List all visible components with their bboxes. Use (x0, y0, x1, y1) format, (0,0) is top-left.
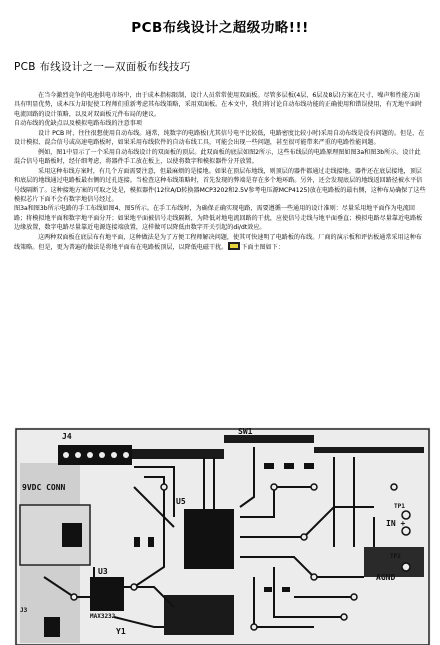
pcb-layout-image (14, 427, 431, 645)
connector-label: J4 (62, 432, 72, 441)
power-connector-label: 9VDC CONN (22, 483, 66, 492)
paragraph-tail: 下面主图如下： (241, 244, 284, 252)
ic-marking: MAX3232 (90, 613, 116, 620)
connector-label: J3 (20, 607, 28, 614)
testpoint-label: TP2 (390, 553, 401, 560)
crystal-label: Y1 (116, 627, 126, 636)
article-body (14, 91, 426, 253)
paragraph: 在当今激烈竞争的电池供电市场中，由于成本指标限制，设计人员常常使用双面板。尽管多层板(4层、6层及8层)方案在尺寸、噪声和性能方面具有明显优势，成本压力却促使工程师们重新考虑其布线策略，采用双面板。在本文中，我们将讨论自动布线功能的正确使用和错误使用，有无地平面时电流回路的设计策略，以及对双面板元件布局的建议。 (14, 92, 423, 118)
pcb-board-drawing (14, 427, 431, 645)
paragraph-text: 这两种双面板在底层布有地平面，这种做法是为了方便工程师解决问题，使其可快速明了电路板的布线。厂商的演示板和评估板通常采用这种布线策略。但是，更为普遍的做法是将地平面布在电路板顶层，以降低电磁干扰。 (14, 233, 422, 252)
paragraph: 采用这种布线方案时，有几个方面需要注意，但最麻烦的是接地。如果在顶层布地线，则顶层的器件都通过走线接地。器件还在底层接地，顶层和底层的地线通过电路板最右侧的过孔连接。当检查这种布线策略时，首先发现的弊端是存在多个地环路。另外，还会发现底层的地线返回路径被水平信号线隔断了。这种接地方案的可取之处是，模拟器件(12位A/D转换器MCP3202和2.5V参考电压源MCP4125)放在电路板的最右侧，这种布局确保了这些模拟芯片下面不会有数字地信号经过。 (14, 167, 426, 203)
paragraph: 设计 PCB 时，往往很想使用自动布线。通常，纯数字的电路板(尤其信号电平比较低，电路密度比较小时)采用自动布线是没有问题的。但是，在设计模拟、混合信号或高速电路板时，如果采用布线软件的自动布线工具，可能会出现一些问题，甚至很可能带来严重的电路性能问题。 (14, 129, 425, 147)
ic-label: U3 (98, 567, 108, 576)
paragraph (14, 233, 426, 253)
paragraph: 自动布线的优缺点以及模拟电路布线的注意事项 (14, 120, 142, 128)
input-label: IN + (386, 519, 406, 528)
paragraph: 例如，图1中显示了一个采用自动布线设计的双面板的顶层。此双面板的底层如图2所示，这些布线层的电路原理图如图3a和图3b所示。设计此混合信号电路板时，经仔细考虑，将器件手工放在板上，以使将数字和模拟器件分开放置。 (14, 148, 421, 166)
paragraph: 图3a和图3b所示电路的手工布线如图4、图5所示。在手工布线时，为确保正确实现电路，需要遵循一些通用的设计准则：尽量采用地平面作为电流回路；将模拟地平面和数字地平面分开；如果地平面被信号走线隔断，为降低对地电流回路的干扰，应使信号走线与地平面垂直；模拟电路尽量靠近电路板边缘放置，数字电路尽量靠近电源连接端放置，这样做可以降低由数字开关引起的di/dt效应。 (14, 205, 423, 232)
switch-label: SW1 (238, 427, 253, 436)
testpoint-label: TP1 (394, 503, 405, 510)
image-placeholder-icon (228, 242, 240, 250)
section-heading: PCB 布线设计之一—双面板布线技巧 (14, 61, 191, 73)
ic-label: U5 (176, 497, 186, 506)
document-title: PCB布线设计之超级功略!!! (131, 20, 309, 36)
ground-label: AGND (376, 573, 396, 582)
